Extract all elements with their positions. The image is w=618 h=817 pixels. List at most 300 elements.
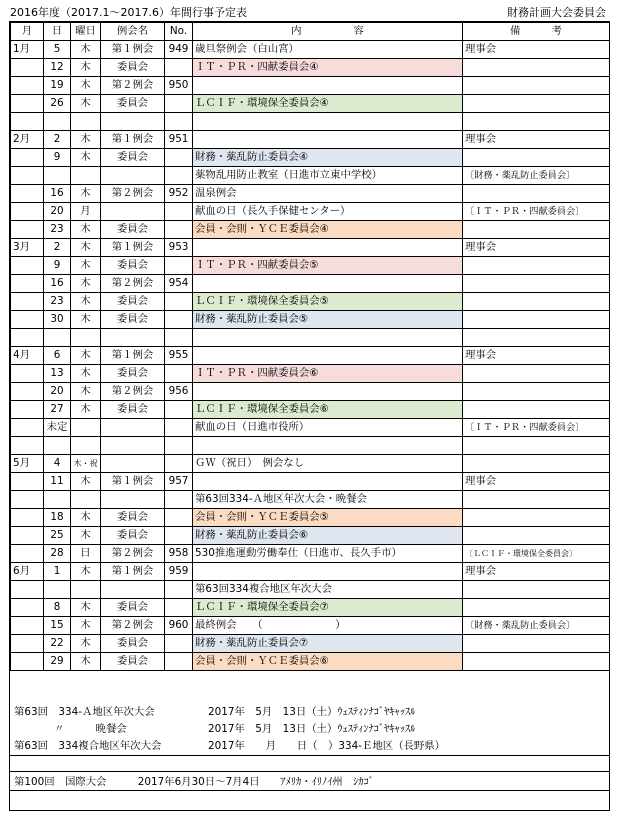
table-row [11,545,610,563]
table-row [11,509,610,527]
footer-label: 〃 晩餐会 [54,723,127,735]
content-cell [193,239,463,257]
table-row [11,599,610,617]
weekday-cell: 木 [71,311,101,329]
content-cell: 歳旦祭例会（白山宮） [193,41,463,59]
table-row [11,455,610,473]
committee-name: 財務計画大会委員会 [507,6,606,19]
weekday-cell [71,167,101,185]
column-header: 例会名 [101,23,165,41]
meeting-cell [101,491,165,509]
month-cell [11,437,44,455]
content-cell: ＬＣＩＦ・環境保全委員会④ [193,95,463,113]
number-cell [165,527,193,545]
content-cell: 財務・薬乱防止委員会④ [193,149,463,167]
meeting-cell [101,113,165,131]
day-cell: 26 [44,95,71,113]
number-cell [165,365,193,383]
number-cell [165,437,193,455]
meeting-cell: 第２例会 [101,77,165,95]
content-cell: ＬＣＩＦ・環境保全委員会⑦ [193,599,463,617]
meeting-cell: 第２例会 [101,617,165,635]
meeting-cell: 委員会 [101,599,165,617]
number-cell [165,203,193,221]
month-cell [11,113,44,131]
meeting-cell: 委員会 [101,221,165,239]
day-cell: 25 [44,527,71,545]
number-cell [165,95,193,113]
note-cell [463,77,610,95]
note-cell: 理事会 [463,563,610,581]
month-cell [11,617,44,635]
number-cell [165,455,193,473]
number-cell [165,59,193,77]
weekday-cell: 日 [71,545,101,563]
day-cell: 20 [44,383,71,401]
day-cell: 16 [44,185,71,203]
note-cell [463,527,610,545]
note-cell [463,635,610,653]
note-cell [463,599,610,617]
note-cell [463,59,610,77]
content-cell: ＩＴ・ＰＲ・四献委員会⑤ [193,257,463,275]
month-cell [11,77,44,95]
number-cell [165,221,193,239]
month-cell [11,149,44,167]
weekday-cell: 木 [71,185,101,203]
month-cell [11,527,44,545]
meeting-cell: 第２例会 [101,185,165,203]
weekday-cell [71,581,101,599]
day-cell: 4 [44,455,71,473]
month-cell [11,329,44,347]
content-cell [193,437,463,455]
table-row [11,563,610,581]
month-cell: 1月 [11,41,44,59]
month-cell [11,365,44,383]
number-cell [165,293,193,311]
number-cell: 953 [165,239,193,257]
content-cell: 会員・会則・ＹＣＥ委員会⑤ [193,509,463,527]
weekday-cell: 木 [71,293,101,311]
content-cell: ＬＣＩＦ・環境保全委員会⑤ [193,293,463,311]
content-cell: 財務・薬乱防止委員会⑤ [193,311,463,329]
note-cell: 〔ＩＴ・ＰＲ・四献委員会〕 [463,419,610,437]
note-cell [463,653,610,671]
day-cell: 2 [44,131,71,149]
content-cell: ＩＴ・ＰＲ・四献委員会⑥ [193,365,463,383]
day-cell: 15 [44,617,71,635]
month-cell [11,167,44,185]
meeting-cell: 第１例会 [101,41,165,59]
note-cell [463,185,610,203]
column-header: 日 [44,23,71,41]
weekday-cell: 木 [71,77,101,95]
footer-value: 2017年 月 日（ ）334-Ｅ地区（長野県） [208,740,446,752]
meeting-cell [101,437,165,455]
day-cell: 2 [44,239,71,257]
weekday-cell: 木 [71,239,101,257]
weekday-cell: 木 [71,473,101,491]
number-cell: 960 [165,617,193,635]
weekday-cell: 木 [71,149,101,167]
day-cell: 23 [44,221,71,239]
weekday-cell: 木 [71,41,101,59]
number-cell [165,113,193,131]
day-cell: 19 [44,77,71,95]
day-cell [44,113,71,131]
month-cell [11,473,44,491]
note-cell: 〔ＩＴ・ＰＲ・四献委員会〕 [463,203,610,221]
meeting-cell: 委員会 [101,635,165,653]
table-row [11,383,610,401]
day-cell: 5 [44,41,71,59]
table-row [11,365,610,383]
column-header: No. [165,23,193,41]
table-row [11,149,610,167]
content-cell [193,275,463,293]
table-row [11,617,610,635]
content-cell [193,383,463,401]
weekday-cell: 木 [71,617,101,635]
note-cell: 理事会 [463,239,610,257]
meeting-cell: 委員会 [101,527,165,545]
number-cell [165,167,193,185]
meeting-cell: 第２例会 [101,545,165,563]
number-cell: 956 [165,383,193,401]
month-cell: 5月 [11,455,44,473]
number-cell [165,491,193,509]
weekday-cell: 木 [71,95,101,113]
meeting-cell: 第１例会 [101,131,165,149]
note-cell [463,383,610,401]
day-cell: 未定 [44,419,71,437]
content-cell [193,473,463,491]
note-cell [463,437,610,455]
day-cell: 30 [44,311,71,329]
day-cell: 6 [44,347,71,365]
day-cell [44,167,71,185]
content-cell: 第63回334-Ａ地区年次大会・晩餐会 [193,491,463,509]
weekday-cell: 木 [71,563,101,581]
content-cell [193,77,463,95]
note-cell [463,113,610,131]
meeting-cell [101,203,165,221]
meeting-cell: 委員会 [101,95,165,113]
note-cell [463,293,610,311]
note-cell [463,581,610,599]
day-cell: 20 [44,203,71,221]
month-cell [11,581,44,599]
column-header: 内 容 [193,23,463,41]
number-cell: 949 [165,41,193,59]
note-cell [463,365,610,383]
month-cell [11,653,44,671]
note-cell [463,509,610,527]
meeting-cell: 委員会 [101,293,165,311]
table-row [11,167,610,185]
table-row [11,59,610,77]
note-cell [463,221,610,239]
month-cell [11,599,44,617]
meeting-cell: 委員会 [101,365,165,383]
table-row [11,419,610,437]
weekday-cell [71,437,101,455]
content-cell: 会員・会則・ＹＣＥ委員会⑥ [193,653,463,671]
table-row [11,347,610,365]
content-cell: 温泉例会 [193,185,463,203]
month-cell [11,293,44,311]
number-cell [165,599,193,617]
weekday-cell [71,419,101,437]
content-cell: ＬＣＩＦ・環境保全委員会⑥ [193,401,463,419]
meeting-cell [101,581,165,599]
month-cell [11,95,44,113]
table-row [11,185,610,203]
weekday-cell: 木・祝 [71,455,101,473]
note-cell [463,275,610,293]
number-cell [165,257,193,275]
content-cell [193,131,463,149]
meeting-cell: 委員会 [101,257,165,275]
weekday-cell [71,491,101,509]
number-cell [165,401,193,419]
day-cell [44,329,71,347]
note-cell [463,329,610,347]
number-cell [165,311,193,329]
weekday-cell: 木 [71,527,101,545]
day-cell: 28 [44,545,71,563]
note-cell [463,257,610,275]
month-cell [11,311,44,329]
table-row [11,95,610,113]
weekday-cell: 木 [71,383,101,401]
column-header: 曜日 [71,23,101,41]
table-row [11,293,610,311]
table-row [11,311,610,329]
weekday-cell: 木 [71,131,101,149]
content-cell: 最終例会 （ ） [193,617,463,635]
day-cell: 27 [44,401,71,419]
table-row [11,41,610,59]
content-cell: 献血の日（日進市役所） [193,419,463,437]
content-cell: 第63回334複合地区年次大会 [193,581,463,599]
month-cell [11,275,44,293]
table-row [11,491,610,509]
meeting-cell: 委員会 [101,401,165,419]
table-row [11,401,610,419]
month-cell [11,509,44,527]
meeting-cell: 委員会 [101,653,165,671]
content-cell [193,347,463,365]
day-cell [44,437,71,455]
content-cell: 530推進運動労働奉仕（日進市、長久手市） [193,545,463,563]
note-cell: 〔財務・薬乱防止委員会〕 [463,617,610,635]
number-cell [165,653,193,671]
month-cell: 4月 [11,347,44,365]
meeting-cell: 委員会 [101,509,165,527]
month-cell [11,221,44,239]
day-cell: 1 [44,563,71,581]
weekday-cell [71,113,101,131]
meeting-cell [101,329,165,347]
column-header: 月 [11,23,44,41]
number-cell: 955 [165,347,193,365]
month-cell [11,185,44,203]
table-row [11,581,610,599]
number-cell [165,329,193,347]
weekday-cell: 木 [71,221,101,239]
number-cell [165,509,193,527]
document-title: 2016年度（2017.1～2017.6）年間行事予定表 [10,6,247,19]
number-cell: 959 [165,563,193,581]
content-cell [193,329,463,347]
month-cell [11,383,44,401]
month-cell [11,401,44,419]
day-cell: 16 [44,275,71,293]
table-header-row [11,23,610,41]
meeting-cell [101,167,165,185]
note-cell [463,311,610,329]
divider [10,771,609,772]
table-row [11,527,610,545]
content-cell: 財務・薬乱防止委員会⑦ [193,635,463,653]
table-row [11,203,610,221]
footer-value: 2017年 5月 13日（土）ｳｪｽﾃｨﾝﾅｺﾞﾔｷｬｯｽﾙ [208,706,416,718]
schedule-frame [9,21,610,811]
note-cell: 理事会 [463,131,610,149]
table-row [11,77,610,95]
number-cell [165,635,193,653]
content-cell: ＧＷ（祝日） 例会なし [193,455,463,473]
content-cell: ＩＴ・ＰＲ・四献委員会④ [193,59,463,77]
note-cell [463,149,610,167]
note-cell: 理事会 [463,473,610,491]
table-row [11,635,610,653]
content-cell: 会員・会則・ＹＣＥ委員会④ [193,221,463,239]
day-cell: 23 [44,293,71,311]
table-row [11,275,610,293]
table-row [11,473,610,491]
footer-label: 第63回 334複合地区年次大会 [14,740,162,752]
meeting-cell [101,455,165,473]
number-cell [165,149,193,167]
meeting-cell: 第１例会 [101,563,165,581]
content-cell [193,113,463,131]
number-cell: 954 [165,275,193,293]
divider [10,755,609,756]
table-row [11,131,610,149]
table-row [11,113,610,131]
note-cell [463,491,610,509]
number-cell: 950 [165,77,193,95]
month-cell [11,491,44,509]
content-cell: 薬物乱用防止教室（日進市立東中学校） [193,167,463,185]
month-cell [11,635,44,653]
weekday-cell: 木 [71,599,101,617]
note-cell: 理事会 [463,347,610,365]
footer-label: 第63回 334-Ａ地区年次大会 [14,706,155,718]
footer-label: 第100回 国際大会 2017年6月30日～7月4日 ｱﾒﾘｶ・ｲﾘﾉｲ州 ｼｶｺﾞ [14,776,374,788]
month-cell: 2月 [11,131,44,149]
weekday-cell: 木 [71,635,101,653]
weekday-cell: 木 [71,509,101,527]
day-cell: 29 [44,653,71,671]
meeting-cell: 委員会 [101,59,165,77]
day-cell: 18 [44,509,71,527]
divider [10,790,609,791]
month-cell [11,203,44,221]
schedule-table [10,22,610,671]
table-row [11,239,610,257]
month-cell [11,257,44,275]
meeting-cell: 第１例会 [101,347,165,365]
day-cell: 12 [44,59,71,77]
day-cell: 9 [44,257,71,275]
meeting-cell: 委員会 [101,311,165,329]
table-row [11,653,610,671]
note-cell [463,455,610,473]
meeting-cell: 第２例会 [101,275,165,293]
weekday-cell [71,329,101,347]
weekday-cell: 木 [71,401,101,419]
day-cell: 13 [44,365,71,383]
month-cell: 3月 [11,239,44,257]
footer-value: 2017年 5月 13日（土）ｳｪｽﾃｨﾝﾅｺﾞﾔｷｬｯｽﾙ [208,723,416,735]
meeting-cell: 第１例会 [101,239,165,257]
note-cell: 〔ＬＣＩＦ・環境保全委員会〕 [463,545,610,563]
number-cell: 951 [165,131,193,149]
note-cell [463,401,610,419]
meeting-cell: 委員会 [101,149,165,167]
content-cell [193,563,463,581]
number-cell [165,419,193,437]
month-cell [11,59,44,77]
weekday-cell: 木 [71,275,101,293]
meeting-cell: 第１例会 [101,473,165,491]
table-row [11,257,610,275]
day-cell: 11 [44,473,71,491]
day-cell: 22 [44,635,71,653]
table-row [11,329,610,347]
note-cell: 〔財務・薬乱防止委員会〕 [463,167,610,185]
table-row [11,221,610,239]
weekday-cell: 木 [71,59,101,77]
content-cell: 財務・薬乱防止委員会⑥ [193,527,463,545]
weekday-cell: 木 [71,257,101,275]
table-row [11,437,610,455]
number-cell: 958 [165,545,193,563]
weekday-cell: 木 [71,653,101,671]
number-cell [165,581,193,599]
day-cell: 9 [44,149,71,167]
note-cell: 理事会 [463,41,610,59]
weekday-cell: 木 [71,347,101,365]
content-cell: 献血の日（長久手保健センター） [193,203,463,221]
meeting-cell: 第２例会 [101,383,165,401]
number-cell: 952 [165,185,193,203]
weekday-cell: 木 [71,365,101,383]
meeting-cell [101,419,165,437]
month-cell [11,545,44,563]
column-header: 備 考 [463,23,610,41]
month-cell [11,419,44,437]
day-cell: 8 [44,599,71,617]
day-cell [44,581,71,599]
weekday-cell: 月 [71,203,101,221]
month-cell: 6月 [11,563,44,581]
note-cell [463,95,610,113]
